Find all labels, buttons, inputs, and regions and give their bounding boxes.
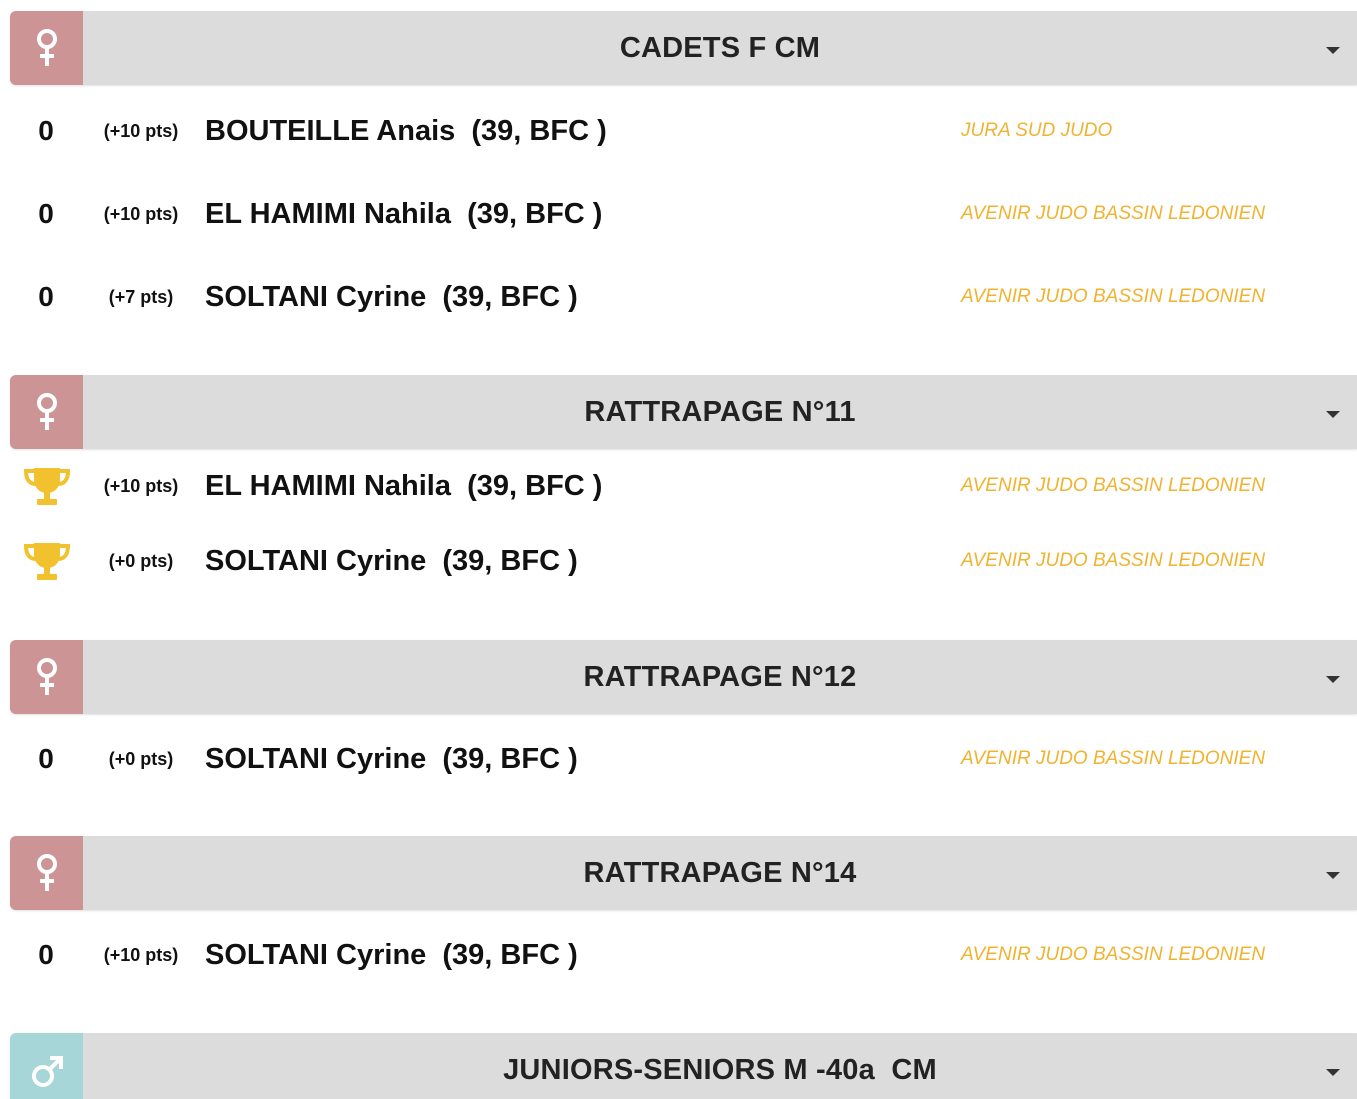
- club-name: AVENIR JUDO BASSIN LEDONIEN: [961, 748, 1266, 769]
- club-name: AVENIR JUDO BASSIN LEDONIEN: [961, 286, 1266, 307]
- chevron-down-icon[interactable]: [1326, 411, 1340, 418]
- points-value: (+0 pts): [108, 749, 174, 769]
- gender-badge-female: [10, 11, 83, 85]
- athlete-name: SOLTANI Cyrine (39, BFC ): [205, 281, 578, 313]
- female-icon: [36, 853, 58, 893]
- points-value: (+0 pts): [108, 551, 174, 571]
- result-row[interactable]: [0, 106, 1357, 156]
- result-row[interactable]: [0, 461, 1357, 511]
- points-value: (+10 pts): [103, 121, 179, 141]
- chevron-down-icon[interactable]: [1326, 676, 1340, 683]
- club-name: AVENIR JUDO BASSIN LEDONIEN: [961, 550, 1266, 571]
- section-header-juniors-seniors-m[interactable]: [10, 1033, 1357, 1099]
- club-name: AVENIR JUDO BASSIN LEDONIEN: [961, 203, 1266, 224]
- chevron-down-icon[interactable]: [1326, 1069, 1340, 1076]
- points-value: (+10 pts): [103, 204, 179, 224]
- chevron-down-icon[interactable]: [1326, 872, 1340, 879]
- chevron-down-icon[interactable]: [1326, 47, 1340, 54]
- points-value: (+7 pts): [108, 287, 174, 307]
- section-title: RATTRAPAGE N°11: [584, 396, 856, 428]
- athlete-name: SOLTANI Cyrine (39, BFC ): [205, 743, 578, 775]
- points-value: (+10 pts): [103, 945, 179, 965]
- gender-badge-female: [10, 640, 83, 714]
- result-row[interactable]: [0, 536, 1357, 586]
- athlete-name: EL HAMIMI Nahila (39, BFC ): [205, 198, 603, 230]
- section-title: CADETS F CM: [619, 32, 821, 64]
- female-icon: [36, 392, 58, 432]
- result-row[interactable]: [0, 189, 1357, 239]
- result-row[interactable]: [0, 272, 1357, 322]
- section-title: RATTRAPAGE N°14: [583, 857, 857, 889]
- section-title: RATTRAPAGE N°12: [583, 661, 857, 693]
- club-name: AVENIR JUDO BASSIN LEDONIEN: [961, 944, 1266, 965]
- section-header-rattrapage-12[interactable]: [10, 640, 1357, 714]
- rank-value: 0: [38, 115, 54, 146]
- female-icon: [36, 657, 58, 697]
- gender-badge-female: [10, 375, 83, 449]
- result-row[interactable]: [0, 734, 1357, 784]
- gender-badge-male: [10, 1033, 83, 1099]
- female-icon: [36, 28, 58, 68]
- gender-badge-female: [10, 836, 83, 910]
- section-title: JUNIORS-SENIORS M -40a CM: [503, 1054, 937, 1086]
- club-name: JURA SUD JUDO: [961, 120, 1113, 141]
- rank-value: 0: [38, 939, 54, 970]
- rank-value: 0: [38, 198, 54, 229]
- rank-value: 0: [38, 281, 54, 312]
- result-row[interactable]: [0, 930, 1357, 980]
- section-header-cadets-f-cm[interactable]: [10, 11, 1357, 85]
- trophy-icon: [22, 540, 72, 582]
- male-icon: [29, 1050, 65, 1090]
- athlete-name: BOUTEILLE Anais (39, BFC ): [205, 115, 607, 147]
- rank-value: 0: [38, 743, 54, 774]
- section-header-rattrapage-14[interactable]: [10, 836, 1357, 910]
- trophy-icon: [22, 465, 72, 507]
- athlete-name: EL HAMIMI Nahila (39, BFC ): [205, 470, 603, 502]
- section-header-rattrapage-11[interactable]: [10, 375, 1357, 449]
- athlete-name: SOLTANI Cyrine (39, BFC ): [205, 545, 578, 577]
- athlete-name: SOLTANI Cyrine (39, BFC ): [205, 939, 578, 971]
- club-name: AVENIR JUDO BASSIN LEDONIEN: [961, 475, 1266, 496]
- points-value: (+10 pts): [103, 476, 179, 496]
